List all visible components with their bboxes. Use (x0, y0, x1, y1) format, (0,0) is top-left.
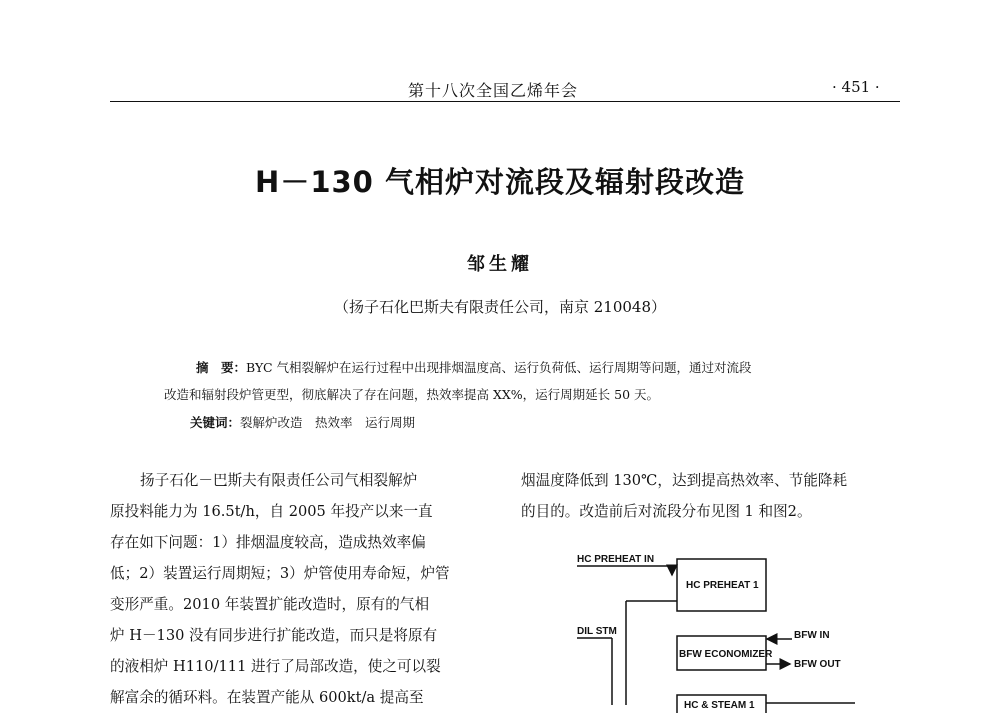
header-rule (110, 101, 900, 102)
body-left-line: 变形严重。2010 年装置扩能改造时，原有的气相 (110, 596, 430, 613)
paper-title: H－130 气相炉对流段及辐射段改造 (255, 165, 745, 199)
abstract-line-1 (196, 358, 752, 376)
body-left-line: 原投料能力为 16.5t/h，自 2005 年投产以来一直 (110, 503, 433, 520)
body-left-line: 扬子石化－巴斯夫有限责任公司气相裂解炉 (140, 472, 418, 489)
body-left-column (110, 465, 450, 713)
label-bfw-economizer: BFW ECONOMIZER (679, 649, 773, 660)
label-hc-steam-1: HC & STEAM 1 (684, 700, 755, 711)
author-name: 邹生耀 (467, 254, 533, 275)
body-right-line: 的目的。改造前后对流段分布见图 1 和图2。 (521, 503, 812, 520)
label-bfw-in: BFW IN (794, 630, 830, 641)
label-bfw-out: BFW OUT (794, 659, 841, 670)
keywords-label: 关键词： (190, 415, 241, 430)
affiliation: （扬子石化巴斯夫有限责任公司，南京 210048） (333, 298, 667, 316)
journal-header: 第十八次全国乙烯年会 (408, 81, 579, 100)
body-right-line: 烟温度降低到 130℃，达到提高热效率、节能降耗 (521, 472, 848, 489)
body-left-line: 存在如下问题：1）排烟温度较高，造成热效率偏 (110, 534, 426, 551)
abstract-line-2: 改造和辐射段炉管更型，彻底解决了存在问题，热效率提高 XX%，运行周期延长 50 天。 (164, 387, 660, 402)
label-hc-preheat-in: HC PREHEAT IN (577, 554, 655, 565)
page-number: · 451 · (832, 78, 880, 96)
body-left-line: 炉 H－130 没有同步进行扩能改造，而只是将原有 (110, 627, 438, 644)
convection-diagram (560, 545, 880, 711)
body-left-line: 解富余的循环料。在装置产能从 600kt/a 提高至 (110, 689, 424, 706)
body-right-column (521, 465, 847, 527)
body-left-line: 的液相炉 H110/111 进行了局部改造，使之可以裂 (110, 658, 441, 675)
keywords-text: 裂解炉改造 热效率 运行周期 (240, 415, 416, 430)
abstract-text-1: BYC 气相裂解炉在运行过程中出现排烟温度高、运行负荷低、运行周期等问题，通过对流段 (246, 360, 752, 375)
convection-diagram-svg (560, 545, 880, 711)
abstract-label: 摘 要： (196, 360, 247, 375)
body-left-line: 低；2）装置运行周期短；3）炉管使用寿命短，炉管 (110, 565, 450, 582)
label-dil-stm: DIL STM (577, 626, 617, 637)
label-hc-preheat-1: HC PREHEAT 1 (686, 580, 759, 591)
keywords-line (190, 413, 415, 431)
